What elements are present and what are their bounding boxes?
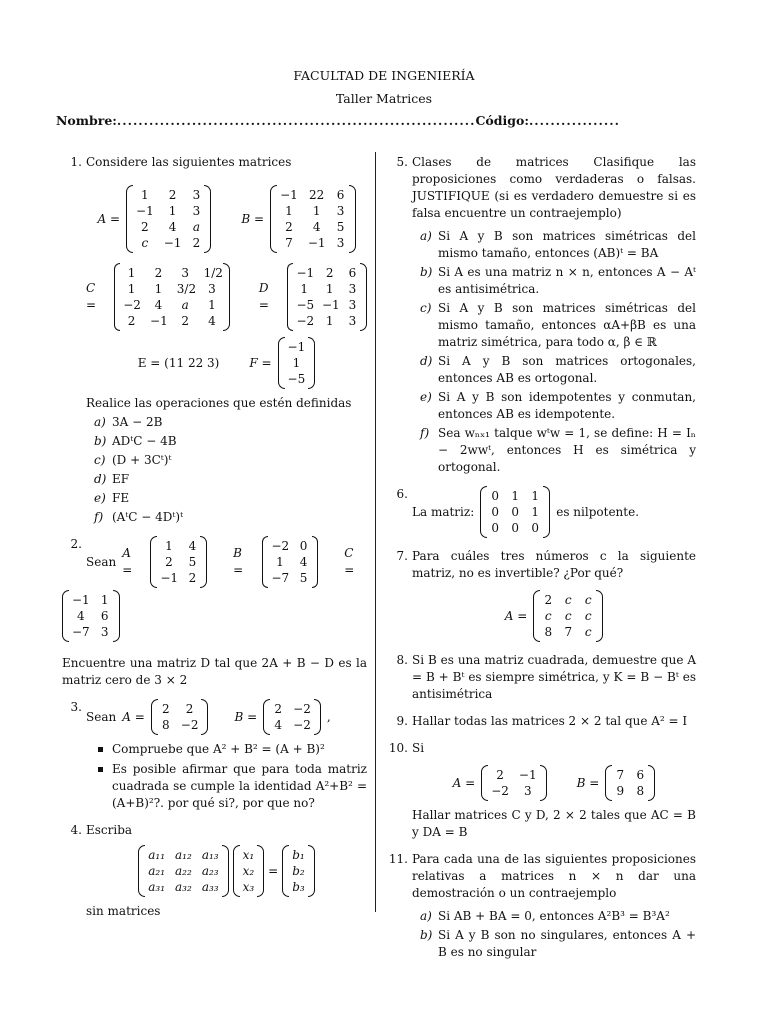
matrix-entry: 4 <box>312 220 321 234</box>
matrix-entry: 0 <box>299 539 308 553</box>
statements-list <box>412 228 696 476</box>
matrix-entry: 4 <box>299 555 308 569</box>
matrix-entry: a₃₃ <box>201 880 219 894</box>
list-item <box>412 228 696 262</box>
matrix-entry: 2 <box>141 220 149 234</box>
matrix-entry: c <box>584 609 592 623</box>
matrix-entry: −2 <box>293 702 311 716</box>
list-item <box>86 509 367 526</box>
matrix-entry: 3 <box>336 236 345 250</box>
matrix-entry: c <box>584 593 592 607</box>
matrices-row <box>412 765 696 801</box>
item-label: f) <box>94 510 104 524</box>
matrix-row <box>412 590 696 642</box>
matrix-entry: −2 <box>123 298 141 312</box>
item-label: c) <box>420 301 432 315</box>
matrix-entry: 2 <box>325 266 334 280</box>
matrix-entry: 4 <box>77 609 85 623</box>
matrix-entry: 2 <box>188 571 197 585</box>
si-label: Si <box>412 741 425 755</box>
equals-sign: = <box>268 863 279 878</box>
matrix-entry: a₂₃ <box>201 864 219 878</box>
matrix-entry: 8 <box>544 625 553 639</box>
matrix-entry: 0 <box>491 489 500 503</box>
item-label: e) <box>94 491 106 505</box>
matrix-entry: −1 <box>72 593 90 607</box>
list-item <box>412 908 696 925</box>
matrix-entry: 2 <box>161 702 170 716</box>
matrices-cd <box>86 263 367 331</box>
matrix-entry: 8 <box>636 784 645 798</box>
question-text: Hallar todas las matrices 2 × 2 tal que A² = I <box>412 714 688 728</box>
matrix-entry: −2 <box>180 718 199 732</box>
matrix-entry: −5 <box>287 372 306 386</box>
matrix-entry: a₃₁ <box>148 880 166 894</box>
question-text: Hallar matrices C y D, 2 × 2 tales que AC = B y DA = B <box>412 808 696 839</box>
matrices-row <box>86 536 367 588</box>
list-item <box>412 264 696 298</box>
item-label: e) <box>420 390 432 404</box>
question-intro: Escriba <box>86 823 133 837</box>
matrix-entry: 2 <box>185 702 194 716</box>
matrix-entry: −1 <box>163 236 182 250</box>
matrix-a <box>481 765 546 801</box>
matrix-b-label: B = <box>241 211 265 226</box>
matrix-entry: 7 <box>616 768 625 782</box>
matrix-d <box>287 263 367 331</box>
code-blank: ................. <box>528 113 620 128</box>
list-item <box>412 353 696 387</box>
matrix-entry: 3 <box>348 298 357 312</box>
column-divider <box>375 152 376 912</box>
matrix-entry: −5 <box>296 298 315 312</box>
question-number: 6. <box>396 487 408 501</box>
name-code-line <box>56 113 696 128</box>
matrix-entry: −1 <box>160 571 179 585</box>
matrix-d-label: D = <box>258 281 269 312</box>
list-item <box>86 471 367 488</box>
item-text: Si A y B son idempotentes y conmutan, entonces AB es idempotente. <box>438 390 696 421</box>
list-item <box>86 414 367 431</box>
matrix-c <box>114 263 230 331</box>
question-number: 4. <box>70 823 82 837</box>
question-5 <box>388 154 696 476</box>
statements-list <box>412 908 696 961</box>
matrix-entry: a₂₂ <box>175 864 192 878</box>
item-text: Si A y B son no singulares, entonces A + B es no singular <box>438 928 696 959</box>
matrix-entry: a₁₃ <box>201 848 219 862</box>
bullet-item: Es posible afirmar que para toda matriz cuadrada se cumple la identidad A²+B² = (A+B)²?. por qué si?, por que no? <box>86 761 367 812</box>
question-number: 8. <box>396 653 408 667</box>
matrix-entry: 1 <box>511 489 520 503</box>
matrix-entry: 3 <box>336 204 345 218</box>
matrix-entry: 2 <box>165 555 173 569</box>
list-item <box>412 425 696 476</box>
matrix-entry: −1 <box>296 266 315 280</box>
matrix-entry: −1 <box>150 314 168 328</box>
item-text: Si A y B son matrices ortogonales, entonces AB es ortogonal. <box>438 354 696 385</box>
matrix-entry: 6 <box>636 768 645 782</box>
list-item <box>86 452 367 469</box>
matrix-entry: 6 <box>100 609 109 623</box>
matrix-entry: c <box>584 625 592 639</box>
matrix-entry: c <box>544 609 552 623</box>
matrix-e: E = (11 22 3) <box>137 355 220 370</box>
matrix-c-wrap <box>62 590 367 647</box>
sean-label: Sean <box>86 554 117 569</box>
matrix-entry: 1 <box>325 282 334 296</box>
item-label: b) <box>420 265 433 279</box>
item-text: Sea wₙₓ₁ talque wᵗw = 1, se define: H = Iₙ − 2wwᵗ, entonces H es simétrica y ortogonal. <box>438 426 696 474</box>
matrix-b-label: B = <box>233 546 244 577</box>
question-9 <box>388 713 696 730</box>
matrix-entry: 6 <box>336 188 345 202</box>
matrix-entry: −2 <box>293 718 311 732</box>
matrix-entry: x₂ <box>242 864 255 878</box>
matrix-entry: 3 <box>100 625 109 639</box>
list-item <box>412 389 696 423</box>
matrix-entry: 3 <box>348 314 357 328</box>
question-intro: Clases de matrices Clasifique las proposiciones como verdaderas o falsas. JUSTIFIQUE (si es verdadero demuestre si es falsa encuentre un contraejemplo) <box>412 155 696 220</box>
matrix-entry: −1 <box>280 188 298 202</box>
question-number: 7. <box>396 549 408 563</box>
item-text: Si AB + BA = 0, entonces A²B³ = B³A² <box>438 909 670 923</box>
matrices-ef <box>86 337 367 389</box>
matrix-entry: a₁₂ <box>175 848 192 862</box>
question-10 <box>388 740 696 841</box>
matrix-entry: −1 <box>136 204 154 218</box>
item-text: 3A − 2B <box>112 415 163 429</box>
matrix-entry: 3 <box>208 282 216 296</box>
matrix-entry: 2 <box>127 314 136 328</box>
matrix-entry: 1 <box>127 282 136 296</box>
coefficient-matrix <box>138 845 228 897</box>
matrix-a <box>150 536 207 588</box>
matrix-entry: 5 <box>299 571 308 585</box>
question-text: Si B es una matriz cuadrada, demuestre que A = B + Bᵗ es siempre simétrica, y K = B − Bᵗ es antisimétrica <box>412 653 696 701</box>
name-blank: ................................................................... <box>116 113 476 128</box>
operations-intro: Realice las operaciones que estén definidas <box>86 396 352 410</box>
matrix-entry: 1 <box>285 204 293 218</box>
matrix-entry: 1/2 <box>203 266 223 280</box>
matrix-entry: a <box>192 220 200 234</box>
list-item <box>86 490 367 507</box>
item-text: Si A es una matriz n × n, entonces A − Aᵗ es antisimétrica. <box>438 265 696 296</box>
question-4 <box>62 822 367 920</box>
bullet-item: Compruebe que A² + B² = (A + B)² <box>86 741 367 758</box>
matrix-entry: 2 <box>168 188 177 202</box>
matrix-entry: 3/2 <box>176 282 197 296</box>
matrix-entry: 1 <box>531 505 540 519</box>
question-6 <box>388 486 696 538</box>
matrix-entry: 4 <box>208 314 216 328</box>
matrix-entry: 0 <box>511 521 520 535</box>
matrix-entry: c <box>564 609 572 623</box>
nilpotent-row <box>412 486 696 538</box>
matrix-entry: x₁ <box>242 848 255 862</box>
matrix-entry: 1 <box>154 282 163 296</box>
matrix-f <box>278 337 316 389</box>
matrix-b-label: B = <box>576 775 600 790</box>
question-intro: Para cada una de las siguientes proposiciones relativas a matrices n × n dar una demostración o un contraejemplo <box>412 852 696 900</box>
matrix-prefix: La matriz: <box>412 504 475 519</box>
matrix-a <box>533 590 603 642</box>
item-text: FE <box>112 491 130 505</box>
matrix-a <box>126 185 211 253</box>
matrix-entry: 2 <box>192 236 201 250</box>
worksheet-subtitle: Taller Matrices <box>335 91 433 106</box>
matrix-entry: 1 <box>292 356 301 370</box>
item-label: b) <box>420 928 433 942</box>
matrix-entry: a <box>181 298 189 312</box>
item-text: (AᵗC − 4Dᵗ)ᵗ <box>112 510 184 524</box>
matrix-entry: 1 <box>208 298 216 312</box>
item-label: f) <box>420 426 430 440</box>
question-number: 11. <box>388 852 408 866</box>
matrix-entry: −7 <box>271 571 290 585</box>
item-label: a) <box>420 229 432 243</box>
question-text: Para cuáles tres números c la siguiente matriz, no es invertible? ¿Por qué? <box>412 549 696 580</box>
matrix-c <box>62 590 120 642</box>
matrix-a <box>151 699 209 735</box>
matrix-entry: −1 <box>307 236 326 250</box>
name-label: Nombre: <box>56 113 117 128</box>
matrices-row: Sean A = 2 2 8 −2 B = 2 −2 4 −2 , <box>86 699 367 735</box>
matrix-b <box>605 765 655 801</box>
matrix-a-label: A = <box>504 608 528 623</box>
matrix-entry: 1 <box>168 204 177 218</box>
question-number: 2. <box>70 537 82 551</box>
matrix-entry: b₁ <box>292 848 305 862</box>
right-column <box>388 154 696 971</box>
matrix-a-label: A = <box>97 211 121 226</box>
matrix-entry: 4 <box>188 539 197 553</box>
matrix-entry: 2 <box>181 314 189 328</box>
matrix-entry: 3 <box>348 282 357 296</box>
matrix-entry: 1 <box>100 593 109 607</box>
matrix-entry: 1 <box>325 314 334 328</box>
matrix-entry: c <box>141 236 149 250</box>
matrix-entry: b₂ <box>292 864 305 878</box>
matrix-entry: 0 <box>531 521 540 535</box>
item-text: (D + 3Cᵗ)ᵗ <box>112 453 172 467</box>
matrix-c-label: C = <box>344 546 355 577</box>
item-label: c) <box>94 453 106 467</box>
matrix-entry: a₃₂ <box>175 880 192 894</box>
matrix-entry: −2 <box>491 784 509 798</box>
item-text: Si A y B son matrices simétricas del mismo tamaño, entonces αA+βB es una matriz simétrica, para todo α, β ∈ ℝ <box>438 301 696 349</box>
matrix-f-label: F = <box>249 355 272 370</box>
item-text: EF <box>112 472 130 486</box>
matrix-entry: 4 <box>154 298 163 312</box>
question-1 <box>62 154 367 526</box>
matrix-b <box>262 536 319 588</box>
matrix-entry: −7 <box>72 625 90 639</box>
list-item <box>412 300 696 351</box>
item-label: a) <box>94 415 106 429</box>
matrix-entry: 5 <box>188 555 197 569</box>
matrix-entry: 1 <box>531 489 540 503</box>
matrix-entry: 0 <box>511 505 520 519</box>
matrix-entry: 1 <box>276 555 284 569</box>
item-label: b) <box>94 434 107 448</box>
matrix-entry: a₁₁ <box>148 848 166 862</box>
operations-list <box>86 414 367 526</box>
matrix-entry: 1 <box>300 282 309 296</box>
item-label: d) <box>420 354 433 368</box>
question-3 <box>62 699 367 812</box>
question-number: 9. <box>396 714 408 728</box>
matrix-entry: a₂₁ <box>148 864 166 878</box>
item-label: d) <box>94 472 107 486</box>
code-label: Código: <box>475 113 529 128</box>
bullet-list <box>86 741 367 812</box>
unknowns-vector <box>233 845 265 897</box>
matrix-entry: 3 <box>181 266 189 280</box>
matrix-c-label: C = <box>86 281 97 312</box>
question-8 <box>388 652 696 703</box>
matrices-ab <box>86 185 367 253</box>
matrix-entry: 3 <box>192 204 201 218</box>
matrix-entry: c <box>564 593 572 607</box>
item-label: a) <box>420 909 432 923</box>
matrix-entry: 22 <box>309 188 325 202</box>
matrix-entry: 1 <box>312 204 321 218</box>
matrix-entry: 4 <box>274 718 282 732</box>
matrix-entry: 2 <box>154 266 163 280</box>
matrix-entry: −1 <box>518 768 537 782</box>
item-text: Si A y B son matrices simétricas del mismo tamaño, entonces (AB)ᵗ = BA <box>438 229 696 260</box>
matrix-entry: 4 <box>168 220 177 234</box>
matrix-a-label: A = <box>122 546 133 577</box>
matrix-entry: 2 <box>496 768 504 782</box>
matrix-entry: −2 <box>296 314 315 328</box>
question-text: Encuentre una matriz D tal que 2A + B − D es la matriz cero de 3 × 2 <box>62 656 367 687</box>
matrix-entry: 1 <box>127 266 136 280</box>
matrix-entry: 6 <box>348 266 357 280</box>
matrix-entry: −1 <box>287 340 306 354</box>
matrix-entry: −1 <box>321 298 340 312</box>
question-intro: Considere las siguientes matrices <box>86 155 292 169</box>
matrix-entry: 1 <box>141 188 149 202</box>
list-item <box>86 433 367 450</box>
faculty-title: FACULTAD DE INGENIERÍA <box>293 68 475 83</box>
matrix-entry: 2 <box>544 593 553 607</box>
matrix-entry: 1 <box>165 539 173 553</box>
linear-system <box>86 845 367 897</box>
matrix-entry: 3 <box>523 784 532 798</box>
matrix-entry: 3 <box>192 188 201 202</box>
question-2 <box>62 536 367 689</box>
matrix-entry: x₃ <box>242 880 255 894</box>
question-number: 1. <box>70 155 82 169</box>
question-11 <box>388 851 696 961</box>
matrix-a-label: A = <box>122 709 145 724</box>
left-column <box>62 154 367 930</box>
question-number: 5. <box>396 155 408 169</box>
matrix-entry: 5 <box>336 220 345 234</box>
matrix-entry: 7 <box>564 625 573 639</box>
question-outro: sin matrices <box>86 904 161 918</box>
matrix-entry: 0 <box>491 521 500 535</box>
matrix-entry: b₃ <box>292 880 305 894</box>
question-number: 10. <box>388 741 408 755</box>
matrix-entry: 8 <box>161 718 170 732</box>
matrix-b <box>263 699 321 735</box>
matrix-b <box>270 185 355 253</box>
matrix-entry: 7 <box>285 236 293 250</box>
nilpotent-matrix <box>480 486 550 538</box>
matrix-b-label: B = <box>234 709 258 724</box>
matrix-entry: 2 <box>285 220 293 234</box>
matrix-entry: 2 <box>274 702 282 716</box>
matrix-entry: 9 <box>616 784 625 798</box>
question-number: 3. <box>70 700 82 714</box>
question-7 <box>388 548 696 642</box>
matrix-suffix: es nilpotente. <box>556 504 640 519</box>
matrix-entry: −2 <box>271 539 290 553</box>
sean-label: Sean <box>86 709 117 724</box>
item-text: ADᵗC − 4B <box>112 434 177 448</box>
matrix-entry: 0 <box>491 505 500 519</box>
constants-vector <box>282 845 315 897</box>
list-item <box>412 927 696 961</box>
matrix-a-label: A = <box>452 775 476 790</box>
